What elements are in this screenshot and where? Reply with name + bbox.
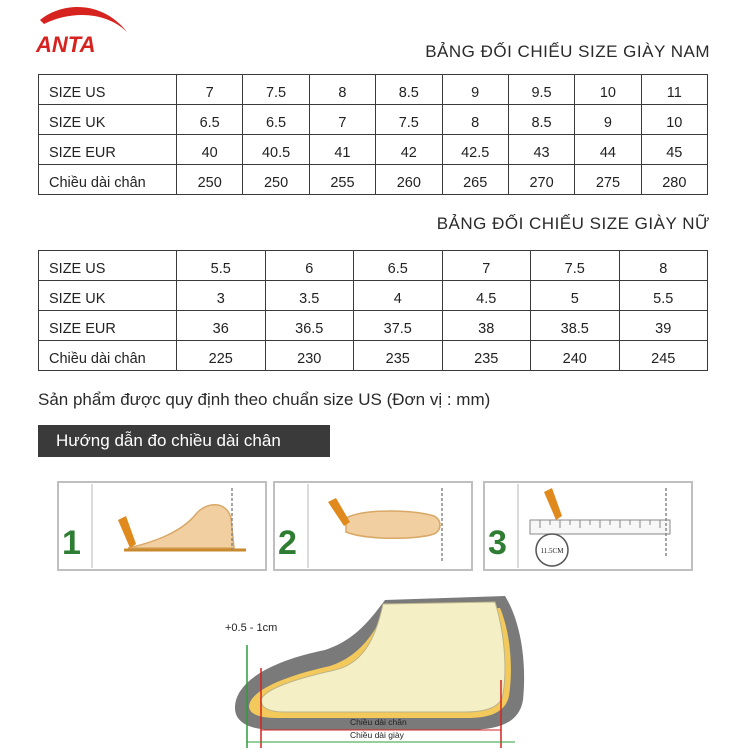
men-size-cell: 6.5	[243, 105, 309, 135]
measure-guide-banner: Hướng dẫn đo chiều dài chân	[38, 425, 330, 457]
women-size-row-label: SIZE UK	[39, 281, 177, 311]
women-size-cell: 5	[531, 281, 620, 311]
men-size-cell: 7	[309, 105, 375, 135]
women-size-cell: 38	[442, 311, 531, 341]
step-2-number: 2	[278, 524, 297, 562]
pencil-icon	[118, 516, 136, 548]
men-size-row	[39, 135, 708, 165]
women-size-cell: 3.5	[265, 281, 354, 311]
women-size-cell: 5.5	[619, 281, 708, 311]
men-size-cell: 10	[641, 105, 707, 135]
women-size-cell: 37.5	[354, 311, 443, 341]
men-size-cell: 7	[177, 75, 243, 105]
size-standard-note: Sản phẩm được quy định theo chuẩn size US (Đơn vị : mm)	[38, 390, 491, 409]
men-size-row-label: SIZE US	[39, 75, 177, 105]
men-size-cell: 8.5	[376, 75, 442, 105]
men-size-cell: 280	[641, 165, 707, 195]
men-size-cell: 42	[376, 135, 442, 165]
men-size-cell: 275	[575, 165, 641, 195]
women-size-cell: 36	[177, 311, 266, 341]
men-size-cell: 9	[575, 105, 641, 135]
women-size-row	[39, 251, 708, 281]
men-size-cell: 43	[508, 135, 574, 165]
men-size-row-label: SIZE EUR	[39, 135, 177, 165]
step-1-panel	[58, 482, 266, 570]
women-size-cell: 38.5	[531, 311, 620, 341]
men-size-cell: 45	[641, 135, 707, 165]
women-size-cell: 240	[531, 341, 620, 371]
women-size-cell: 4	[354, 281, 443, 311]
men-size-row-label: SIZE UK	[39, 105, 177, 135]
men-size-row	[39, 75, 708, 105]
men-size-cell: 8	[442, 105, 508, 135]
women-size-row-label: Chiều dài chân	[39, 341, 177, 371]
men-size-cell: 11	[641, 75, 707, 105]
measurement-steps-illustration	[56, 478, 696, 578]
anta-logo	[32, 2, 132, 62]
men-size-cell: 8.5	[508, 105, 574, 135]
men-size-row	[39, 105, 708, 135]
women-size-cell: 39	[619, 311, 708, 341]
women-size-cell: 235	[442, 341, 531, 371]
men-size-cell: 41	[309, 135, 375, 165]
men-size-cell: 40.5	[243, 135, 309, 165]
men-size-cell: 270	[508, 165, 574, 195]
women-size-cell: 235	[354, 341, 443, 371]
women-size-cell: 4.5	[442, 281, 531, 311]
men-size-chart-title: BẢNG ĐỐI CHIẾU SIZE GIÀY NAM	[425, 42, 710, 61]
foot-length-label: Chiều dài chân	[350, 717, 407, 727]
women-size-cell: 3	[177, 281, 266, 311]
step-3-number: 3	[488, 524, 507, 562]
men-size-cell: 8	[309, 75, 375, 105]
foot-top-icon	[346, 511, 440, 538]
tolerance-label: +0.5 - 1cm	[225, 622, 278, 634]
step-1-number: 1	[62, 524, 81, 562]
ruler-reading: 11.5CM	[540, 547, 564, 555]
foot-side-icon	[128, 505, 234, 548]
men-size-row	[39, 165, 708, 195]
women-size-row-label: SIZE EUR	[39, 311, 177, 341]
pencil-icon	[544, 488, 562, 520]
women-size-row	[39, 341, 708, 371]
svg-text:ANTA: ANTA	[36, 32, 96, 57]
women-size-cell: 6	[265, 251, 354, 281]
men-size-cell: 250	[243, 165, 309, 195]
women-size-cell: 6.5	[354, 251, 443, 281]
men-size-cell: 44	[575, 135, 641, 165]
men-size-cell: 9.5	[508, 75, 574, 105]
shoe-length-label: Chiều dài giày	[350, 730, 404, 740]
men-size-row-label: Chiều dài chân	[39, 165, 177, 195]
men-size-cell: 265	[442, 165, 508, 195]
men-size-cell: 10	[575, 75, 641, 105]
women-size-row	[39, 281, 708, 311]
men-size-cell: 9	[442, 75, 508, 105]
women-size-cell: 5.5	[177, 251, 266, 281]
men-size-cell: 40	[177, 135, 243, 165]
women-size-row-label: SIZE US	[39, 251, 177, 281]
men-size-cell: 250	[177, 165, 243, 195]
women-size-cell: 36.5	[265, 311, 354, 341]
women-size-cell: 7	[442, 251, 531, 281]
women-size-row	[39, 311, 708, 341]
men-size-table	[38, 74, 708, 195]
women-size-chart-title: BẢNG ĐỐI CHIẾU SIZE GIÀY NỮ	[436, 214, 710, 233]
pencil-icon	[328, 498, 350, 526]
men-size-cell: 6.5	[177, 105, 243, 135]
women-size-cell: 245	[619, 341, 708, 371]
women-size-cell: 8	[619, 251, 708, 281]
women-size-cell: 230	[265, 341, 354, 371]
men-size-cell: 42.5	[442, 135, 508, 165]
women-size-cell: 7.5	[531, 251, 620, 281]
women-size-table	[38, 250, 708, 371]
women-size-cell: 225	[177, 341, 266, 371]
men-size-cell: 7.5	[376, 105, 442, 135]
men-size-cell: 260	[376, 165, 442, 195]
men-size-cell: 7.5	[243, 75, 309, 105]
men-size-cell: 255	[309, 165, 375, 195]
